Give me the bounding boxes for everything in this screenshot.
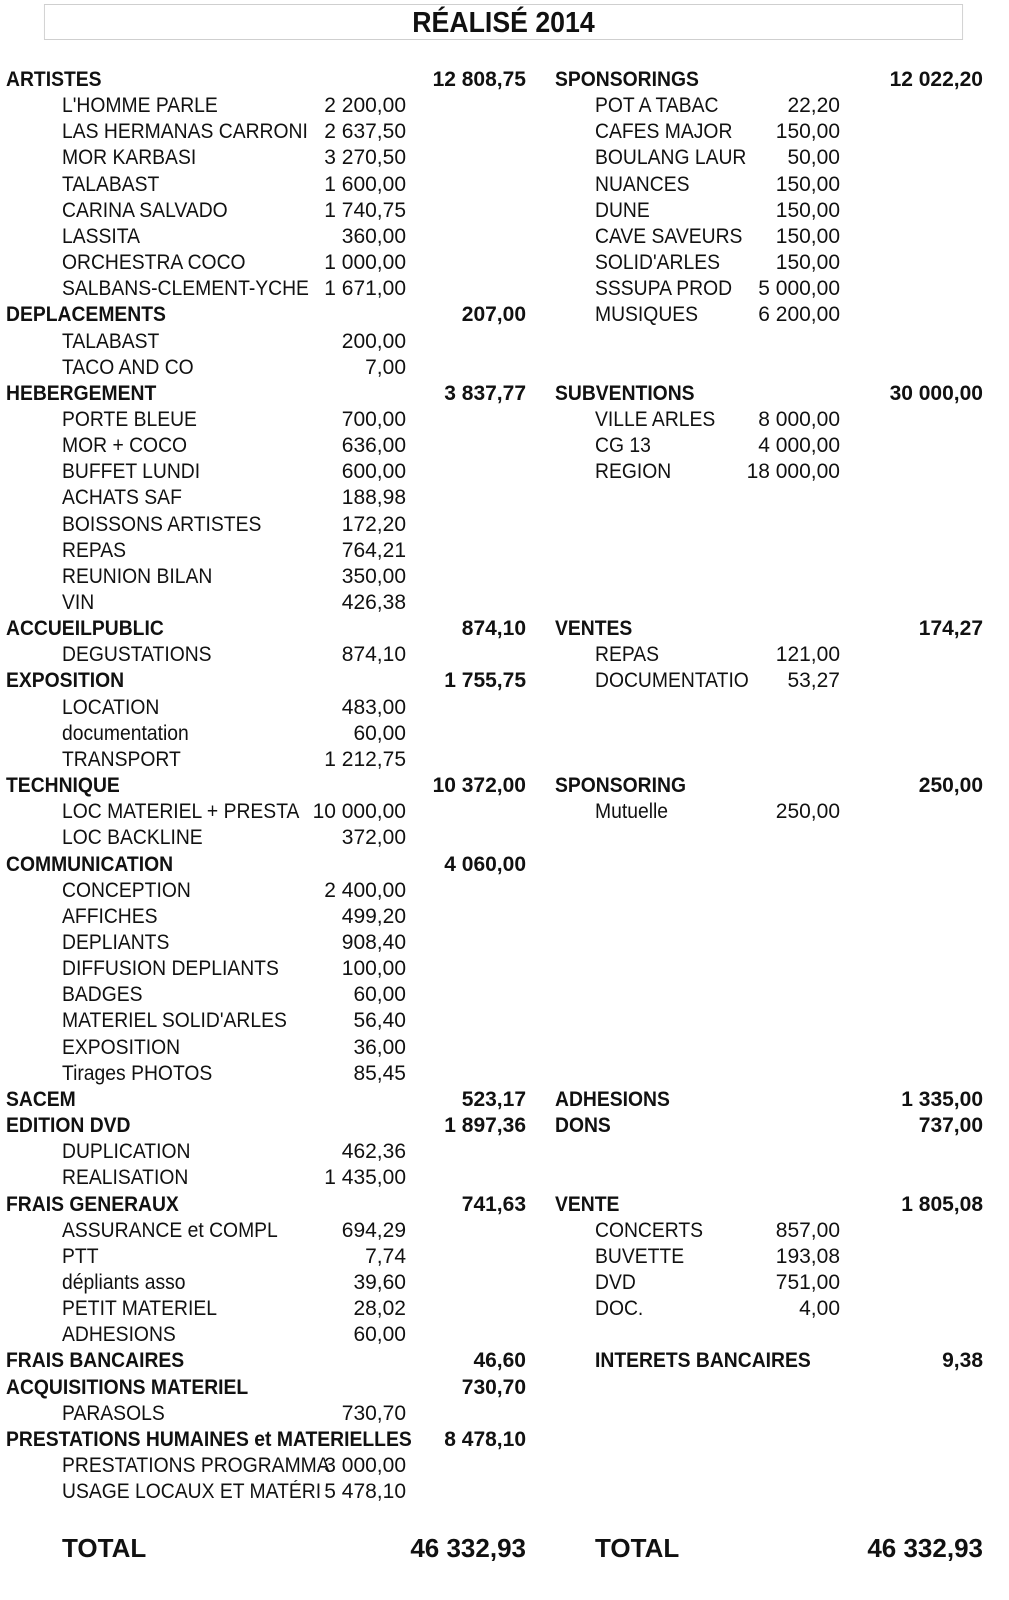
- expense-category-row: [0, 773, 540, 799]
- expense-item-row: [0, 1479, 540, 1505]
- income-item-row: [540, 119, 1009, 145]
- item-label: ASSURANCE et COMPL: [62, 1218, 278, 1242]
- item-label: REALISATION: [62, 1166, 189, 1190]
- income-item-row: [540, 1296, 1009, 1322]
- item-label: PTT: [62, 1244, 99, 1268]
- page-title: RÉALISÉ 2014: [44, 4, 963, 40]
- item-amount: 499,20: [341, 904, 406, 928]
- item-amount: 3 000,00: [324, 1453, 406, 1477]
- category-label: TECHNIQUE: [6, 774, 120, 797]
- item-amount: 18 000,00: [746, 460, 840, 484]
- item-label: LOCATION: [62, 695, 160, 719]
- item-label: ADHESIONS: [62, 1323, 176, 1347]
- item-amount: 350,00: [341, 564, 406, 588]
- item-label: LASSITA: [62, 224, 141, 248]
- category-total: 12 022,20: [889, 68, 983, 91]
- expense-item-row: [0, 459, 540, 485]
- income-item-row: [540, 1270, 1009, 1296]
- item-label: BADGES: [62, 983, 143, 1007]
- expense-item-row: [0, 1244, 540, 1270]
- item-amount: 60,00: [353, 1323, 406, 1347]
- item-label: CARINA SALVADO: [62, 198, 228, 222]
- expense-item-row: [0, 564, 540, 590]
- item-label: LAS HERMANAS CARRONI: [62, 120, 308, 144]
- expense-item-row: [0, 590, 540, 616]
- item-amount: 483,00: [341, 695, 406, 719]
- item-label: Tirages PHOTOS: [62, 1061, 213, 1085]
- category-total: 523,17: [461, 1087, 526, 1111]
- category-label: ACCUEILPUBLIC: [6, 617, 164, 641]
- item-label: CAFES MAJOR: [595, 120, 733, 144]
- income-item-row: [540, 459, 1009, 485]
- item-label: DEGUSTATIONS: [62, 643, 212, 667]
- income-item-row: [540, 302, 1009, 328]
- category-label: INTERETS BANCAIRES: [595, 1349, 811, 1373]
- income-item-row: [540, 250, 1009, 276]
- expense-item-row: [0, 1270, 540, 1296]
- category-label: SPONSORINGS: [555, 68, 699, 91]
- item-label: DUNE: [595, 198, 650, 222]
- item-label: POT A TABAC: [595, 94, 719, 118]
- item-label: PETIT MATERIEL: [62, 1297, 217, 1320]
- item-amount: 150,00: [775, 251, 840, 274]
- category-total: 1 805,08: [901, 1192, 983, 1216]
- item-label: ORCHESTRA COCO: [62, 251, 246, 274]
- item-amount: 121,00: [775, 643, 840, 667]
- item-amount: 7,74: [365, 1244, 406, 1268]
- expense-category-row: [0, 1375, 540, 1401]
- item-amount: 1 740,75: [324, 198, 406, 222]
- expense-category-row: [0, 616, 540, 642]
- item-amount: 150,00: [775, 120, 840, 144]
- item-label: CONCEPTION: [62, 878, 191, 902]
- item-amount: 100,00: [341, 957, 406, 981]
- expense-category-row: [0, 67, 540, 93]
- category-label: VENTE: [555, 1192, 620, 1216]
- item-label: PRESTATIONS PROGRAMMA: [62, 1453, 330, 1477]
- category-label: FRAIS BANCAIRES: [6, 1349, 185, 1373]
- expense-item-row: [0, 642, 540, 668]
- total-left-amount: 46 332,93: [410, 1533, 526, 1563]
- category-total: 250,00: [918, 774, 983, 797]
- expense-item-row: [0, 1139, 540, 1165]
- item-label: LOC MATERIEL + PRESTA: [62, 800, 300, 824]
- item-amount: 22,20: [787, 94, 840, 118]
- item-amount: 53,27: [787, 669, 840, 693]
- item-label: documentation: [62, 721, 189, 745]
- item-amount: 172,20: [341, 512, 406, 536]
- item-label: DEPLIANTS: [62, 930, 170, 954]
- item-label: PARASOLS: [62, 1401, 165, 1425]
- item-amount: 56,40: [353, 1009, 406, 1033]
- expense-item-row: [0, 1035, 540, 1061]
- item-label: BOISSONS ARTISTES: [62, 512, 262, 536]
- totals-row: [0, 1531, 1009, 1565]
- item-amount: 39,60: [353, 1270, 406, 1294]
- expense-item-row: [0, 1401, 540, 1427]
- item-amount: 1 435,00: [324, 1166, 406, 1190]
- item-label: REGION: [595, 460, 672, 484]
- income-item-row: [540, 276, 1009, 302]
- expense-item-row: [0, 1296, 540, 1322]
- expense-item-row: [0, 329, 540, 355]
- expense-item-row: [0, 695, 540, 721]
- item-amount: 764,21: [341, 538, 406, 562]
- expense-category-row: [0, 1192, 540, 1218]
- expense-item-row: [0, 355, 540, 381]
- category-total: 3 837,77: [444, 381, 526, 405]
- item-label: MUSIQUES: [595, 303, 699, 327]
- expense-item-row: [0, 721, 540, 747]
- category-label: ARTISTES: [6, 68, 102, 91]
- expense-category-row: [0, 381, 540, 407]
- item-amount: 85,45: [353, 1061, 406, 1085]
- category-total: 1 755,75: [444, 669, 526, 693]
- category-label: ACQUISITIONS MATERIEL: [6, 1375, 249, 1399]
- category-total: 1 897,36: [444, 1114, 526, 1137]
- expense-category-row: [0, 1348, 540, 1374]
- category-total: 207,00: [461, 303, 526, 327]
- item-label: DVD: [595, 1270, 636, 1294]
- item-amount: 5 478,10: [324, 1480, 406, 1504]
- expense-item-row: [0, 825, 540, 851]
- item-label: CG 13: [595, 434, 651, 458]
- item-amount: 60,00: [353, 983, 406, 1007]
- item-label: TALABAST: [62, 329, 160, 353]
- category-total: 30 000,00: [889, 381, 983, 405]
- item-label: DOC.: [595, 1297, 644, 1320]
- expense-item-row: [0, 930, 540, 956]
- expense-item-row: [0, 224, 540, 250]
- expense-item-row: [0, 982, 540, 1008]
- category-label: VENTES: [555, 617, 633, 641]
- category-label: FRAIS GENERAUX: [6, 1192, 179, 1216]
- income-category-row: [540, 1113, 1009, 1139]
- income-category-row: [540, 67, 1009, 93]
- category-label: PRESTATIONS HUMAINES et MATERIELLES: [6, 1427, 412, 1451]
- income-category-row: [540, 1087, 1009, 1113]
- expense-item-row: [0, 904, 540, 930]
- category-total: 741,63: [461, 1192, 526, 1216]
- income-category-row: [540, 1348, 1009, 1374]
- item-amount: 193,08: [775, 1244, 840, 1268]
- expense-item-row: [0, 172, 540, 198]
- category-total: 737,00: [918, 1114, 983, 1137]
- item-label: VIN: [62, 591, 95, 614]
- item-amount: 2 200,00: [324, 94, 406, 118]
- total-right-amount: 46 332,93: [867, 1533, 983, 1563]
- item-label: MOR + COCO: [62, 434, 188, 458]
- item-amount: 700,00: [341, 407, 406, 431]
- item-label: CONCERTS: [595, 1218, 704, 1242]
- item-amount: 188,98: [341, 486, 406, 510]
- income-item-row: [540, 1218, 1009, 1244]
- item-label: CAVE SAVEURS: [595, 224, 743, 248]
- income-item-row: [540, 642, 1009, 668]
- item-amount: 600,00: [341, 460, 406, 484]
- category-label: EDITION DVD: [6, 1114, 131, 1137]
- expense-item-row: [0, 1218, 540, 1244]
- category-total: 10 372,00: [432, 774, 526, 797]
- expense-item-row: [0, 956, 540, 982]
- expense-item-row: [0, 198, 540, 224]
- item-label: SOLID'ARLES: [595, 251, 721, 274]
- item-label: MOR KARBASI: [62, 146, 197, 170]
- item-amount: 874,10: [341, 643, 406, 667]
- category-label: DONS: [555, 1114, 611, 1137]
- category-label: DEPLACEMENTS: [6, 303, 166, 327]
- income-item-row: [540, 145, 1009, 171]
- income-item-row: [540, 433, 1009, 459]
- expense-category-row: [0, 1087, 540, 1113]
- item-label: EXPOSITION: [62, 1035, 181, 1059]
- expense-item-row: [0, 799, 540, 825]
- category-total: 730,70: [461, 1375, 526, 1399]
- item-label: REUNION BILAN: [62, 564, 213, 588]
- category-label: SUBVENTIONS: [555, 381, 695, 405]
- item-amount: 4 000,00: [758, 434, 840, 458]
- item-amount: 426,38: [341, 591, 406, 614]
- item-amount: 857,00: [775, 1218, 840, 1242]
- item-amount: 7,00: [365, 355, 406, 379]
- item-amount: 1 212,75: [324, 747, 406, 771]
- item-label: BOULANG LAUR: [595, 146, 747, 170]
- item-amount: 5 000,00: [758, 277, 840, 301]
- category-total: 874,10: [461, 617, 526, 641]
- expense-item-row: [0, 538, 540, 564]
- item-label: REPAS: [595, 643, 660, 667]
- item-amount: 200,00: [341, 329, 406, 353]
- item-label: BUFFET LUNDI: [62, 460, 201, 484]
- expense-item-row: [0, 747, 540, 773]
- income-item-row: [540, 407, 1009, 433]
- item-amount: 2 637,50: [324, 120, 406, 144]
- item-amount: 28,02: [353, 1297, 406, 1320]
- item-amount: 372,00: [341, 826, 406, 850]
- item-label: NUANCES: [595, 172, 690, 196]
- item-label: TALABAST: [62, 172, 160, 196]
- item-label: DUPLICATION: [62, 1140, 191, 1164]
- item-amount: 636,00: [341, 434, 406, 458]
- income-item-row: [540, 198, 1009, 224]
- expense-category-row: [0, 302, 540, 328]
- category-total: 8 478,10: [444, 1427, 526, 1451]
- item-amount: 462,36: [341, 1140, 406, 1164]
- item-amount: 150,00: [775, 224, 840, 248]
- expense-item-row: [0, 433, 540, 459]
- item-amount: 36,00: [353, 1035, 406, 1059]
- item-amount: 50,00: [787, 146, 840, 170]
- expense-category-row: [0, 668, 540, 694]
- expense-item-row: [0, 1453, 540, 1479]
- item-label: USAGE LOCAUX ET MATÉRI: [62, 1480, 322, 1504]
- category-total: 4 060,00: [444, 852, 526, 876]
- item-amount: 694,29: [341, 1218, 406, 1242]
- item-amount: 150,00: [775, 198, 840, 222]
- item-label: VILLE ARLES: [595, 407, 716, 431]
- item-amount: 250,00: [775, 800, 840, 824]
- category-total: 174,27: [918, 617, 983, 641]
- item-amount: 8 000,00: [758, 407, 840, 431]
- item-amount: 1 600,00: [324, 172, 406, 196]
- item-label: ACHATS SAF: [62, 486, 182, 510]
- item-label: TRANSPORT: [62, 747, 181, 771]
- item-amount: 751,00: [775, 1270, 840, 1294]
- expense-item-row: [0, 878, 540, 904]
- income-item-row: [540, 1244, 1009, 1270]
- category-label: ADHESIONS: [555, 1087, 670, 1111]
- income-category-row: [540, 773, 1009, 799]
- item-amount: 1 671,00: [324, 277, 406, 301]
- item-amount: 150,00: [775, 172, 840, 196]
- expense-item-row: [0, 1061, 540, 1087]
- income-item-row: [540, 668, 1009, 694]
- expense-item-row: [0, 250, 540, 276]
- item-label: dépliants asso: [62, 1270, 186, 1294]
- item-label: REPAS: [62, 538, 127, 562]
- income-category-row: [540, 1192, 1009, 1218]
- item-label: SSSUPA PROD: [595, 277, 733, 301]
- expense-item-row: [0, 1322, 540, 1348]
- item-amount: 1 000,00: [324, 251, 406, 274]
- item-label: DIFFUSION DEPLIANTS: [62, 957, 279, 981]
- item-label: MATERIEL SOLID'ARLES: [62, 1009, 287, 1033]
- category-label: SACEM: [6, 1087, 76, 1111]
- category-label: SPONSORING: [555, 774, 686, 797]
- income-item-row: [540, 799, 1009, 825]
- income-category-row: [540, 616, 1009, 642]
- income-item-row: [540, 224, 1009, 250]
- item-amount: 10 000,00: [312, 800, 406, 824]
- expense-item-row: [0, 485, 540, 511]
- income-category-row: [540, 381, 1009, 407]
- item-label: Mutuelle: [595, 800, 669, 824]
- expense-item-row: [0, 1008, 540, 1034]
- category-label: COMMUNICATION: [6, 852, 174, 876]
- category-label: EXPOSITION: [6, 669, 125, 693]
- item-amount: 6 200,00: [758, 303, 840, 327]
- item-amount: 360,00: [341, 224, 406, 248]
- item-label: TACO AND CO: [62, 355, 194, 379]
- item-label: PORTE BLEUE: [62, 407, 197, 431]
- expense-item-row: [0, 1165, 540, 1191]
- item-label: L'HOMME PARLE: [62, 94, 218, 118]
- item-label: LOC BACKLINE: [62, 826, 203, 850]
- expense-item-row: [0, 276, 540, 302]
- item-amount: 908,40: [341, 930, 406, 954]
- expense-category-row: [0, 1113, 540, 1139]
- category-total: 9,38: [942, 1349, 983, 1373]
- expense-item-row: [0, 119, 540, 145]
- expense-item-row: [0, 512, 540, 538]
- item-amount: 3 270,50: [324, 146, 406, 170]
- category-total: 12 808,75: [432, 68, 526, 91]
- item-amount: 4,00: [799, 1297, 840, 1320]
- item-amount: 730,70: [341, 1401, 406, 1425]
- item-label: AFFICHES: [62, 904, 158, 928]
- expense-category-row: [0, 1427, 540, 1453]
- total-left-label: TOTAL: [62, 1533, 147, 1563]
- item-amount: 2 400,00: [324, 878, 406, 902]
- item-amount: 60,00: [353, 721, 406, 745]
- item-label: SALBANS-CLEMENT-YCHE: [62, 277, 309, 301]
- expense-item-row: [0, 93, 540, 119]
- item-label: DOCUMENTATIO: [595, 669, 749, 693]
- expense-category-row: [0, 852, 540, 878]
- expense-item-row: [0, 407, 540, 433]
- income-item-row: [540, 93, 1009, 119]
- total-right-label: TOTAL: [595, 1533, 680, 1563]
- category-total: 46,60: [473, 1349, 526, 1373]
- expense-item-row: [0, 145, 540, 171]
- category-label: HEBERGEMENT: [6, 381, 157, 405]
- income-item-row: [540, 172, 1009, 198]
- category-total: 1 335,00: [901, 1087, 983, 1111]
- item-label: BUVETTE: [595, 1244, 685, 1268]
